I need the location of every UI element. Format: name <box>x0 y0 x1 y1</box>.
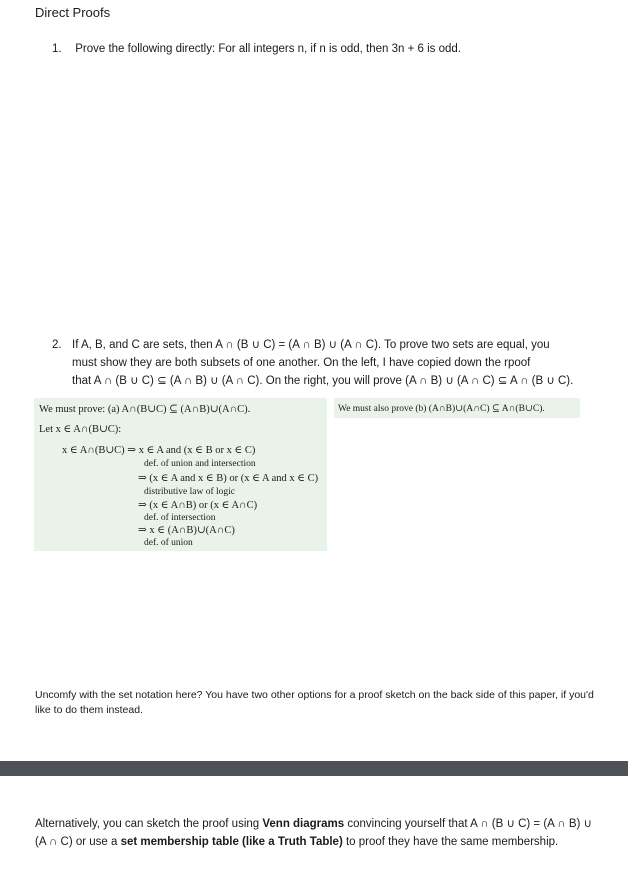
question-1 <box>52 43 461 55</box>
proof-right-box <box>334 398 580 418</box>
proof-reason-2: distributive law of logic <box>144 487 236 497</box>
proof-step-3: ⇒ (x ∈ A∩B) or (x ∈ A∩C) <box>138 500 258 511</box>
alt-text-1: Alternatively, you can sketch the proof using <box>35 818 263 830</box>
question-1-text: Prove the following directly: For all integers n, if n is odd, then 3n + 6 is odd. <box>75 43 461 55</box>
question-2-line-3: that A ∩ (B ∪ C) ⊆ (A ∩ B) ∪ (A ∩ C). On the right, you will prove (A ∩ B) ∪ (A ∩ C) ⊆ A ∩ (B ∪ C). <box>72 375 574 387</box>
alt-membership-table: set membership table (like a Truth Table) <box>120 836 343 848</box>
alt-text-2: convincing yourself that A ∩ (B ∪ C) = (A ∩ B) ∪ (A ∩ C) or use a <box>35 818 592 848</box>
alternative-paragraph <box>35 815 595 851</box>
proof-step-1: x ∈ A∩(B∪C) ⇒ x ∈ A and (x ∈ B or x ∈ C) <box>62 445 256 456</box>
proof-right-header: We must also prove (b) (A∩B)∪(A∩C) ⊆ A∩(B∪C). <box>338 404 545 414</box>
question-2-number: 2. <box>52 339 62 351</box>
page-title: Direct Proofs <box>35 5 111 20</box>
alt-venn-diagrams: Venn diagrams <box>262 818 345 830</box>
notation-note: Uncomfy with the set notation here? You have two other options for a proof sketch on the back side of this paper, if you'd like to do them instead. <box>35 689 594 716</box>
question-2-line-1: If A, B, and C are sets, then A ∩ (B ∪ C) = (A ∩ B) ∪ (A ∩ C). To prove two sets are equal, you <box>72 339 550 351</box>
section-divider <box>0 761 628 776</box>
proof-reason-4: def. of union <box>144 538 193 548</box>
proof-step-2: ⇒ (x ∈ A and x ∈ B) or (x ∈ A and x ∈ C) <box>138 473 319 484</box>
proof-left-let: Let x ∈ A∩(B∪C): <box>39 424 122 435</box>
question-2 <box>52 336 612 390</box>
proof-reason-3: def. of intersection <box>144 513 216 523</box>
proof-left-box <box>34 398 327 551</box>
proof-step-4: ⇒ x ∈ (A∩B)∪(A∩C) <box>138 525 235 536</box>
alt-text-3: to proof they have the same membership. <box>342 836 559 848</box>
proof-left-header: We must prove: (a) A∩(B∪C) ⊆ (A∩B)∪(A∩C). <box>39 404 251 415</box>
proof-reason-1: def. of union and intersection <box>144 459 256 469</box>
question-1-number: 1. <box>52 43 62 55</box>
question-2-line-2: must show they are both subsets of one another. On the left, I have copied down the rpoof <box>72 357 531 369</box>
